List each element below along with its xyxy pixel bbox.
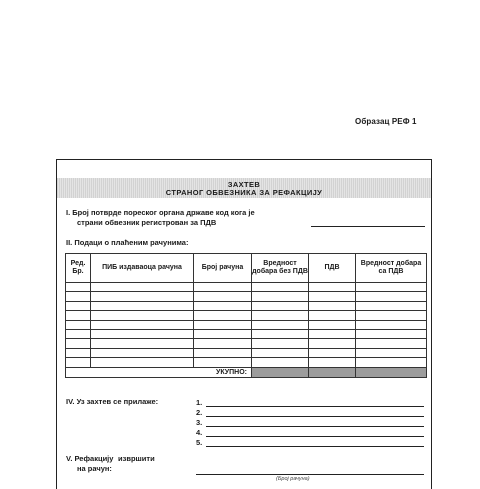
table-cell[interactable] (309, 348, 356, 357)
col-header-tin: ПИБ издаваоца рачуна (91, 254, 194, 283)
invoice-table (65, 253, 427, 378)
attachment-number: 3. (196, 418, 203, 427)
table-cell[interactable] (252, 339, 309, 348)
table-row (66, 301, 427, 310)
section-1 (66, 208, 255, 227)
col-header-value-without-vat: Вредност добара без ПДВ (252, 254, 309, 283)
table-cell[interactable] (194, 329, 252, 338)
table-row (66, 320, 427, 329)
table-cell[interactable] (66, 301, 91, 310)
section-1-line-1: I. Број потврде пореског органа државе код кога је (66, 208, 255, 217)
bank-account-hint: (Број рачуна) (276, 476, 310, 482)
table-cell[interactable] (91, 283, 194, 292)
table-cell[interactable] (91, 358, 194, 367)
attachment-line[interactable] (206, 436, 424, 437)
table-cell[interactable] (194, 292, 252, 301)
table-cell[interactable] (91, 292, 194, 301)
attachment-line[interactable] (206, 426, 424, 427)
section-5 (66, 454, 155, 474)
section-5-line-1a: V. Рефакцију (66, 454, 114, 463)
table-cell[interactable] (194, 358, 252, 367)
table-cell[interactable] (66, 348, 91, 357)
table-row (66, 292, 427, 301)
table-cell[interactable] (252, 348, 309, 357)
table-cell[interactable] (91, 339, 194, 348)
table-header-row (66, 254, 427, 283)
total-label: УКУПНО: (66, 367, 252, 377)
table-cell[interactable] (309, 320, 356, 329)
attachment-number: 4. (196, 428, 203, 437)
table-cell[interactable] (356, 329, 427, 338)
table-cell[interactable] (194, 283, 252, 292)
table-cell[interactable] (356, 320, 427, 329)
table-cell[interactable] (309, 283, 356, 292)
total-vat (309, 367, 356, 377)
section-5-line-2: на рачун: (77, 464, 112, 473)
table-cell[interactable] (252, 301, 309, 310)
attachment-number: 5. (196, 438, 203, 447)
table-cell[interactable] (252, 358, 309, 367)
table-cell[interactable] (91, 311, 194, 320)
table-cell[interactable] (91, 301, 194, 310)
table-cell[interactable] (309, 311, 356, 320)
table-row (66, 311, 427, 320)
form-label: Образац РЕФ 1 (355, 117, 417, 126)
table-cell[interactable] (194, 320, 252, 329)
section-2-heading: II. Подаци о плаћеним рачунима: (66, 238, 189, 247)
table-cell[interactable] (356, 339, 427, 348)
table-row (66, 339, 427, 348)
col-header-row-no: Ред. Бр. (66, 254, 91, 283)
table-cell[interactable] (66, 358, 91, 367)
table-cell[interactable] (91, 329, 194, 338)
form-title: ЗАХТЕВ (227, 180, 261, 189)
col-header-invoice-no: Број рачуна (194, 254, 252, 283)
table-cell[interactable] (252, 311, 309, 320)
attachment-number: 2. (196, 408, 203, 417)
table-cell[interactable] (309, 339, 356, 348)
table-row (66, 329, 427, 338)
table-cell[interactable] (66, 339, 91, 348)
table-row (66, 283, 427, 292)
table-cell[interactable] (252, 320, 309, 329)
col-header-value-with-vat: Вредност добара са ПДВ (356, 254, 427, 283)
section-5-line-1b: извршити (118, 454, 155, 463)
table-cell[interactable] (66, 292, 91, 301)
table-cell[interactable] (194, 311, 252, 320)
section-4-heading: IV. Уз захтев се прилаже: (66, 397, 159, 406)
table-cell[interactable] (91, 348, 194, 357)
vat-confirmation-number-field[interactable] (311, 226, 425, 227)
bank-account-field[interactable] (196, 474, 424, 475)
table-cell[interactable] (66, 329, 91, 338)
table-cell[interactable] (356, 301, 427, 310)
table-cell[interactable] (194, 301, 252, 310)
col-header-vat: ПДВ (309, 254, 356, 283)
attachment-number: 1. (196, 398, 203, 407)
total-value-with-vat (356, 367, 427, 377)
table-row (66, 348, 427, 357)
table-cell[interactable] (309, 329, 356, 338)
table-cell[interactable] (66, 283, 91, 292)
section-1-line-2: страни обвезник регистрован за ПДВ (77, 217, 217, 227)
table-cell[interactable] (356, 292, 427, 301)
table-cell[interactable] (252, 329, 309, 338)
table-cell[interactable] (356, 358, 427, 367)
table-cell[interactable] (309, 292, 356, 301)
table-cell[interactable] (66, 320, 91, 329)
table-cell[interactable] (91, 320, 194, 329)
table-cell[interactable] (194, 339, 252, 348)
total-value-without-vat (252, 367, 309, 377)
form-subtitle: СТРАНОГ ОБВЕЗНИКА ЗА РЕФАКЦИЈУ (165, 188, 323, 197)
table-cell[interactable] (66, 311, 91, 320)
attachment-line[interactable] (206, 416, 424, 417)
table-cell[interactable] (252, 292, 309, 301)
table-cell[interactable] (356, 311, 427, 320)
table-cell[interactable] (309, 301, 356, 310)
table-cell[interactable] (356, 348, 427, 357)
attachment-line[interactable] (206, 446, 424, 447)
table-cell[interactable] (356, 283, 427, 292)
table-row (66, 358, 427, 367)
table-cell[interactable] (252, 283, 309, 292)
table-total-row (66, 367, 427, 377)
table-cell[interactable] (309, 358, 356, 367)
table-cell[interactable] (194, 348, 252, 357)
attachment-line[interactable] (206, 406, 424, 407)
